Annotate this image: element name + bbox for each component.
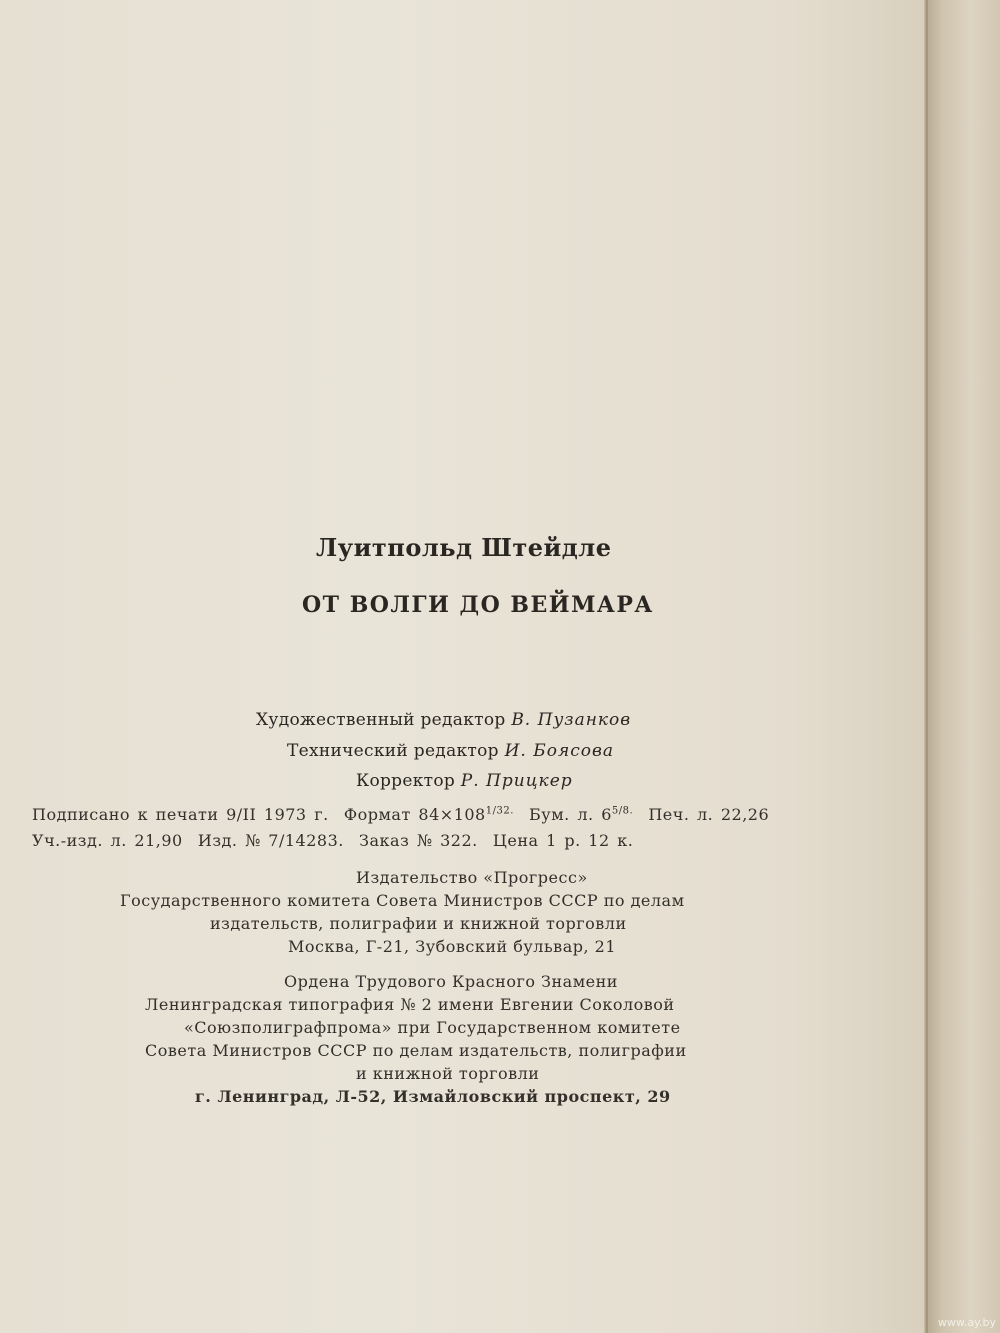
- imprint-line-2: [32, 831, 633, 850]
- paper-value: 6: [601, 805, 612, 824]
- paper-fraction: 5/8.: [611, 805, 634, 817]
- tech-editor-line: [287, 741, 614, 761]
- format-label: Формат: [343, 805, 411, 824]
- price: Цена 1 р. 12 к.: [492, 831, 634, 850]
- signed-date: Подписано к печати 9/II 1973 г.: [32, 805, 329, 824]
- publisher-line-2: Государственного комитета Совета Министров СССР по делам: [120, 891, 685, 910]
- art-editor-role: Художественный редактор: [256, 710, 506, 730]
- imprint-line-1: [32, 805, 769, 824]
- next-page-edge: [928, 0, 1000, 1333]
- format-fraction: 1/32.: [485, 805, 514, 817]
- format-value: 84×108: [418, 805, 486, 824]
- order-number: Заказ № 322.: [359, 831, 478, 850]
- printer-line-4: Совета Министров СССР по делам издательств, полиграфии: [145, 1041, 687, 1060]
- izd-number: Изд. № 7/14283.: [197, 831, 344, 850]
- tech-editor-role: Технический редактор: [287, 741, 499, 761]
- publisher-line-1: Издательство «Прогресс»: [356, 868, 588, 887]
- printer-line-5: и книжной торговли: [356, 1064, 540, 1083]
- publisher-line-4: Москва, Г-21, Зубовский бульвар, 21: [288, 937, 616, 956]
- corrector-role: Корректор: [356, 771, 456, 791]
- publisher-line-3: издательств, полиграфии и книжной торговли: [210, 914, 627, 933]
- tech-editor-name: И. Боясова: [504, 741, 614, 761]
- printer-line-1: Ордена Трудового Красного Знамени: [284, 972, 618, 991]
- acc-sheets: Уч.-изд. л. 21,90: [32, 831, 183, 850]
- book-title: ОТ ВОЛГИ ДО ВЕЙМАРА: [302, 592, 654, 618]
- art-editor-name: В. Пузанков: [511, 710, 632, 730]
- printer-line-2: Ленинградская типография № 2 имени Евгении Соколовой: [145, 995, 675, 1014]
- art-editor-line: [256, 710, 631, 730]
- corrector-line: [356, 771, 573, 791]
- corrector-name: Р. Прицкер: [460, 771, 573, 791]
- printer-line-6: г. Ленинград, Л-52, Измайловский проспект, 29: [195, 1087, 671, 1106]
- book-author: Луитпольд Штейдле: [316, 533, 612, 562]
- watermark: www.ay.by: [937, 1316, 996, 1329]
- printer-line-3: «Союзполиграфпрома» при Государственном комитете: [184, 1018, 681, 1037]
- paper-label: Бум. л.: [529, 805, 594, 824]
- print-sheets: Печ. л. 22,26: [648, 805, 770, 824]
